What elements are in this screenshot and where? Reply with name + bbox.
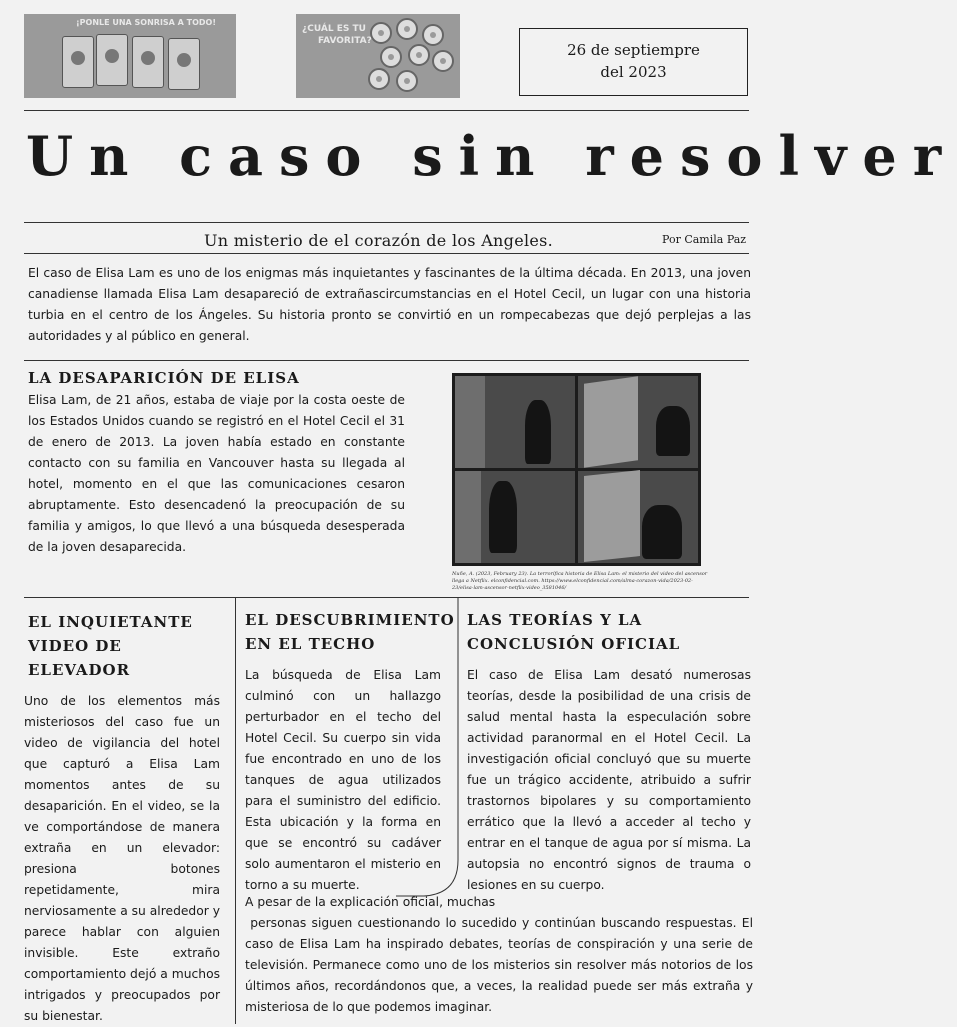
chips-ad-slogan: ¡PONLE UNA SONRISA A TODO! bbox=[76, 18, 216, 27]
col3-body: El caso de Elisa Lam desató numerosas teorías, desde la posibilidad de una crisis de salud mental hasta la especulación sobre actividad paranormal en el Hotel Cecil. La investigación oficial concluyó que su muerte fue un trágico accidente, atribuido a sufrir trastornos bipolares y su comportamiento errático que la llevó a acceder al techo y entrar en el tanque de agua por sí misma. La autopsia no encontró signos de trauma o lesiones en su cuerpo. bbox=[467, 668, 751, 892]
donut-icon bbox=[380, 46, 402, 68]
figure-silhouette bbox=[656, 406, 690, 456]
subtitle-divider bbox=[24, 253, 749, 254]
date-line2: del 2023 bbox=[600, 63, 667, 81]
closing-body bbox=[245, 913, 753, 1018]
donut-icon bbox=[396, 70, 418, 92]
date-box bbox=[519, 28, 748, 96]
photo-panel bbox=[455, 376, 575, 468]
title-divider bbox=[24, 222, 749, 223]
byline: Por Camila Paz bbox=[662, 233, 747, 246]
col3-heading: LAS TEORÍAS Y LA CONCLUSIÓN OFICIAL bbox=[467, 611, 681, 653]
donut-ad-line1: ¿CUÁL ES TU bbox=[302, 24, 366, 34]
elevator-photo bbox=[452, 373, 701, 566]
section1-heading: LA DESAPARICIÓN DE ELISA bbox=[28, 369, 300, 387]
donut-icon bbox=[370, 22, 392, 44]
chip-bag-icon bbox=[62, 36, 94, 88]
figure-silhouette bbox=[525, 400, 551, 464]
date-line1: 26 de septiempre bbox=[567, 41, 700, 59]
donut-ad-line2: FAVORITA? bbox=[318, 36, 372, 46]
donut-icon bbox=[368, 68, 390, 90]
closing-rest: personas siguen cuestionando lo sucedido y continúan buscando respuestas. El caso de Elisa Lam ha inspirado debates, teorías de conspiración y una serie de televisión. Permanece como uno de los misterios sin resolver más notorios de los últimos años, recordándonos que, a veces, la realidad puede ser más extraña y misteriosa de lo que podemos imaginar. bbox=[245, 916, 753, 1014]
chip-bag-icon bbox=[132, 36, 164, 88]
col1-separator bbox=[235, 598, 236, 1024]
chips-ad[interactable] bbox=[24, 14, 236, 98]
col1-body: Uno de los elementos más misteriosos del caso fue un video de vigilancia del hotel que capturó a Elisa Lam momentos antes de su desaparición. En el video, se la ve comportándose de manera extraña en un elevador: presiona botones repetidamente, mira nerviosamente a su alrededor y parece hablar con alguien invisible. Este extraño comportamiento dejó a muchos intrigados y preocupados por su bienestar. bbox=[24, 694, 221, 1023]
photo-panel bbox=[578, 471, 698, 563]
donut-icon bbox=[432, 50, 454, 72]
col2-body: La búsqueda de Elisa Lam culminó con un hallazgo perturbador en el techo del Hotel Cecil. Su cuerpo sin vida fue encontrado en uno de los tanques de agua utilizados para el suministro del edificio. Esta ubicación y la forma en que se encontró su cadáver solo aumentaron el misterio en torno a su muerte. bbox=[245, 668, 441, 892]
chip-bag-icon bbox=[168, 38, 200, 90]
figure-silhouette bbox=[642, 505, 682, 559]
donut-icon bbox=[396, 18, 418, 40]
chip-bag-icon bbox=[96, 34, 128, 86]
col1-heading: EL INQUIETANTE VIDEO DE ELEVADOR bbox=[28, 613, 193, 679]
col2-heading: EL DESCUBRIMIENTO EN EL TECHO bbox=[245, 611, 455, 653]
donut-icon bbox=[422, 24, 444, 46]
intro-divider bbox=[24, 360, 749, 361]
columns-divider bbox=[24, 597, 749, 598]
photo-caption: Nuñe, A. (2023, February 23). La terrorífica historia de Elisa Lam: el misterio del video del ascensor llega a Netflix. elconfidencial.com. https://www.elconfidencial.com/alma-corazon-vida/2023-02-23/elisa-lam-ascensor-netflix-video_3581046/ bbox=[452, 571, 708, 591]
page-title: Un caso sin resolver bbox=[26, 124, 957, 188]
donut-ad[interactable] bbox=[296, 14, 460, 98]
photo-panel bbox=[578, 376, 698, 468]
section1-body: Elisa Lam, de 21 años, estaba de viaje por la costa oeste de los Estados Unidos cuando se registró en el Hotel Cecil el 31 de enero de 2013. La joven había estado en constante contacto con su familia en Vancouver hasta su llegada al hotel, momento en el que las comunicaciones cesaron abruptamente. Esto desencadenó la preocupación de su familia y amigos, lo que llevó a una búsqueda desesperada de la joven desaparecida. bbox=[28, 393, 405, 554]
photo-panel bbox=[455, 471, 575, 563]
donut-icon bbox=[408, 44, 430, 66]
intro-paragraph: El caso de Elisa Lam es uno de los enigmas más inquietantes y fascinantes de la última década. En 2013, una joven canadiense llamada Elisa Lam desapareció de extrañascircumstancias en el Hotel Cecil, un lugar con una historia turbia en el centro de los Ángeles. Su historia pronto se convirtió en un rompecabezas que dejó perplejas a las autoridades y al público en general. bbox=[28, 266, 751, 343]
subtitle: Un misterio de el corazón de los Angeles. bbox=[204, 231, 554, 250]
top-divider bbox=[24, 110, 749, 111]
closing-line1: A pesar de la explicación oficial, muchas bbox=[245, 895, 496, 909]
figure-silhouette bbox=[489, 481, 517, 553]
